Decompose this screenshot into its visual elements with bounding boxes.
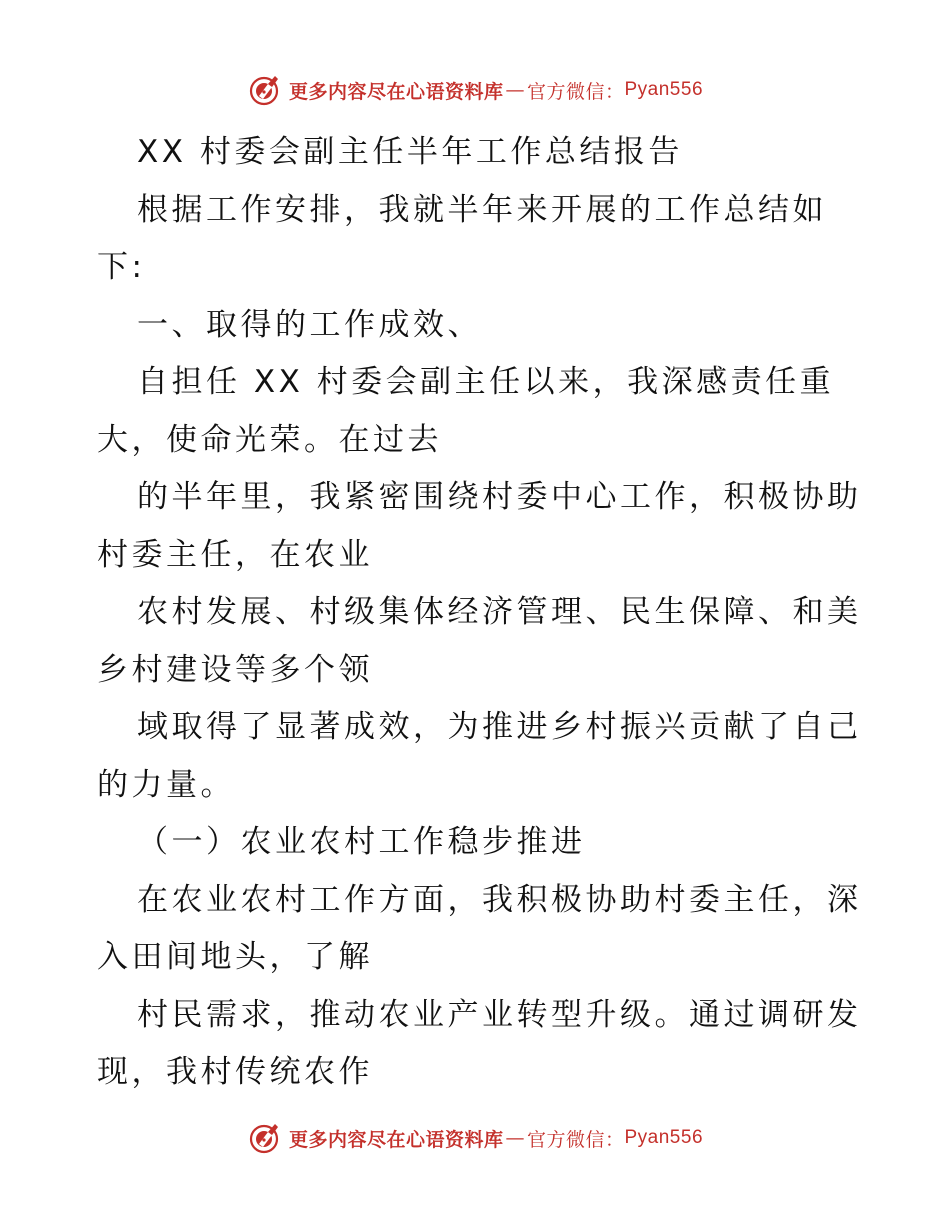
paragraph-line: 村民需求，推动农业产业转型升级。通过调研发	[137, 996, 862, 1033]
watermark-contact-label: 官方微信：	[526, 1128, 625, 1151]
paragraph-line: 的半年里，我紧密围绕村委中心工作，积极协助	[137, 479, 862, 515]
document-body	[97, 124, 862, 1102]
pen-nib-seal-icon	[247, 1120, 283, 1156]
subsection-heading: （一）农业农村工作稳步推进	[137, 824, 586, 860]
watermark-separator: —	[505, 1127, 525, 1149]
paragraph-line: 入田间地头，了解	[97, 939, 373, 975]
paragraph-line: 乡村建设等多个领	[97, 651, 373, 688]
watermark-brand: 更多内容尽在心语资料库	[288, 80, 504, 103]
document-title: XX 村委会副主任半年工作总结报告	[137, 134, 683, 170]
paragraph-line: 自担任 XX 村委会副主任以来，我深感责任重	[137, 364, 835, 400]
watermark-contact-id: Pyan556	[624, 79, 704, 100]
paragraph-line: 在农业农村工作方面，我积极协助村委主任，深	[137, 881, 862, 918]
paragraph-line: 域取得了显著成效，为推进乡村振兴贡献了自己	[137, 709, 862, 745]
watermark-brand: 更多内容尽在心语资料库	[288, 1128, 504, 1151]
footer-watermark	[0, 1118, 950, 1158]
paragraph-line: 村委主任，在农业	[97, 536, 373, 573]
paragraph-line: 下:	[97, 249, 146, 285]
paragraph-line: 现，我村传统农作	[97, 1054, 373, 1090]
paragraph-line: 大，使命光荣。在过去	[97, 421, 442, 458]
paragraph-line: 的力量。	[97, 766, 235, 803]
section-heading: 一、取得的工作成效、	[137, 306, 482, 343]
paragraph-line: 根据工作安排，我就半年来开展的工作总结如	[137, 191, 827, 228]
watermark-contact-id: Pyan556	[624, 1127, 704, 1148]
watermark-separator: —	[505, 79, 525, 101]
paragraph-line: 农村发展、村级集体经济管理、民生保障、和美	[137, 594, 862, 630]
header-watermark	[0, 70, 950, 110]
pen-nib-seal-icon	[247, 72, 283, 108]
watermark-contact-label: 官方微信：	[526, 80, 625, 103]
